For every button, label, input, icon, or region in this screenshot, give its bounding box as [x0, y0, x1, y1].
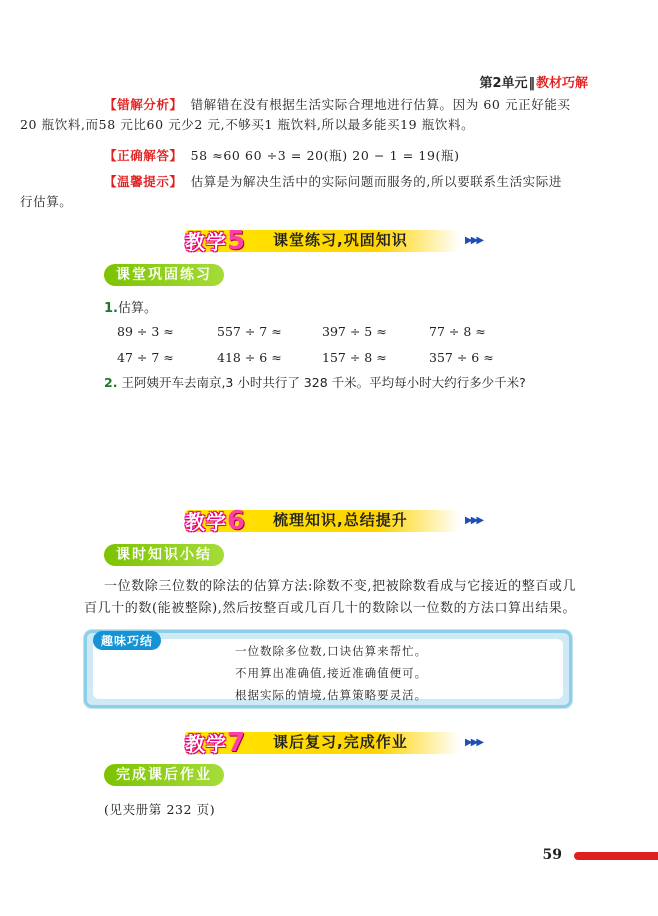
error-analysis	[20, 95, 584, 135]
expression: 418 ÷ 6 ≈	[217, 350, 282, 365]
banner-tag: 教学5	[185, 226, 247, 256]
section-7-banner	[185, 728, 485, 756]
summary-paragraph	[84, 576, 604, 620]
tip-text: 估算是为解决生活中的实际问题而服务的,所以要联系生活实际进	[190, 174, 562, 189]
question-2-number: 2.	[104, 375, 118, 390]
unit-label: 第2单元	[479, 76, 528, 91]
header-title: 教材巧解	[535, 76, 588, 91]
summary-line-1: 一位数除三位数的除法的估算方法:除数不变,把被除数看成与它接近的整百或几	[104, 579, 577, 594]
question-2	[104, 373, 526, 391]
correct-answer-label: 【正确解答】	[104, 148, 183, 163]
tip-cont: 行估算。	[20, 194, 73, 209]
pill-lesson-summary: 课时知识小结	[104, 544, 224, 566]
fun-summary-line: 根据实际的情境,估算策略要灵活。	[235, 688, 428, 702]
expression: 357 ÷ 6 ≈	[429, 350, 494, 365]
error-analysis-cont: 20 瓶饮料,而58 元比60 元少2 元,不够买1 瓶饮料,所以最多能买19 瓶饮料。	[20, 117, 475, 132]
fun-summary-line: 不用算出准确值,接近准确值便可。	[235, 666, 428, 680]
question-1-number: 1.	[104, 301, 118, 316]
banner-tag: 教学7	[185, 728, 247, 758]
expression: 89 ÷ 3 ≈	[117, 324, 174, 339]
banner-number: 6	[227, 506, 247, 536]
arrows-icon: ▶▶▶	[465, 515, 483, 526]
question-1	[104, 297, 157, 316]
pill-classroom-practice: 课堂巩固练习	[104, 264, 224, 286]
section-5-banner	[185, 226, 485, 254]
fun-summary-box	[84, 630, 572, 708]
homework-reference: (见夹册第 232 页)	[104, 802, 216, 817]
expression: 157 ÷ 8 ≈	[322, 350, 387, 365]
tip-label: 【温馨提示】	[104, 174, 183, 189]
page-number: 59	[542, 847, 562, 863]
banner-text: 课堂练习,巩固知识	[273, 231, 408, 249]
expression: 557 ÷ 7 ≈	[217, 324, 282, 339]
question-1-text: 估算。	[117, 301, 157, 316]
footer-bar	[574, 852, 658, 860]
error-analysis-text: 错解错在没有根据生活实际合理地进行估算。因为 60 元正好能买	[190, 97, 571, 112]
page-header	[479, 72, 588, 91]
question-2-text: 王阿姨开车去南京,3 小时共行了 328 千米。平均每小时大约行多少千米?	[121, 375, 526, 390]
expression: 47 ÷ 7 ≈	[117, 350, 174, 365]
fun-summary-title: 趣味巧结	[93, 631, 161, 650]
banner-number: 5	[227, 226, 247, 256]
correct-answer-text: 58 ≈60 60 ÷3 = 20(瓶) 20 − 1 = 19(瓶)	[190, 148, 460, 163]
banner-text: 课后复习,完成作业	[273, 733, 408, 751]
correct-answer	[104, 146, 584, 166]
section-6-banner	[185, 506, 485, 534]
expression: 77 ÷ 8 ≈	[429, 324, 486, 339]
arrows-icon: ▶▶▶	[465, 235, 483, 246]
error-analysis-label: 【错解分析】	[104, 97, 183, 112]
pill-homework: 完成课后作业	[104, 764, 224, 786]
summary-line-2: 百几十的数(能被整除),然后按整百或几百几十的数除以一位数的方法口算出结果。	[84, 601, 577, 616]
tip	[20, 172, 584, 212]
banner-tag: 教学6	[185, 506, 247, 536]
banner-number: 7	[227, 728, 247, 758]
header-separator: ‖	[528, 76, 535, 91]
expression: 397 ÷ 5 ≈	[322, 324, 387, 339]
banner-text: 梳理知识,总结提升	[273, 511, 408, 529]
fun-summary-line: 一位数除多位数,口诀估算来帮忙。	[235, 644, 428, 658]
arrows-icon: ▶▶▶	[465, 737, 483, 748]
